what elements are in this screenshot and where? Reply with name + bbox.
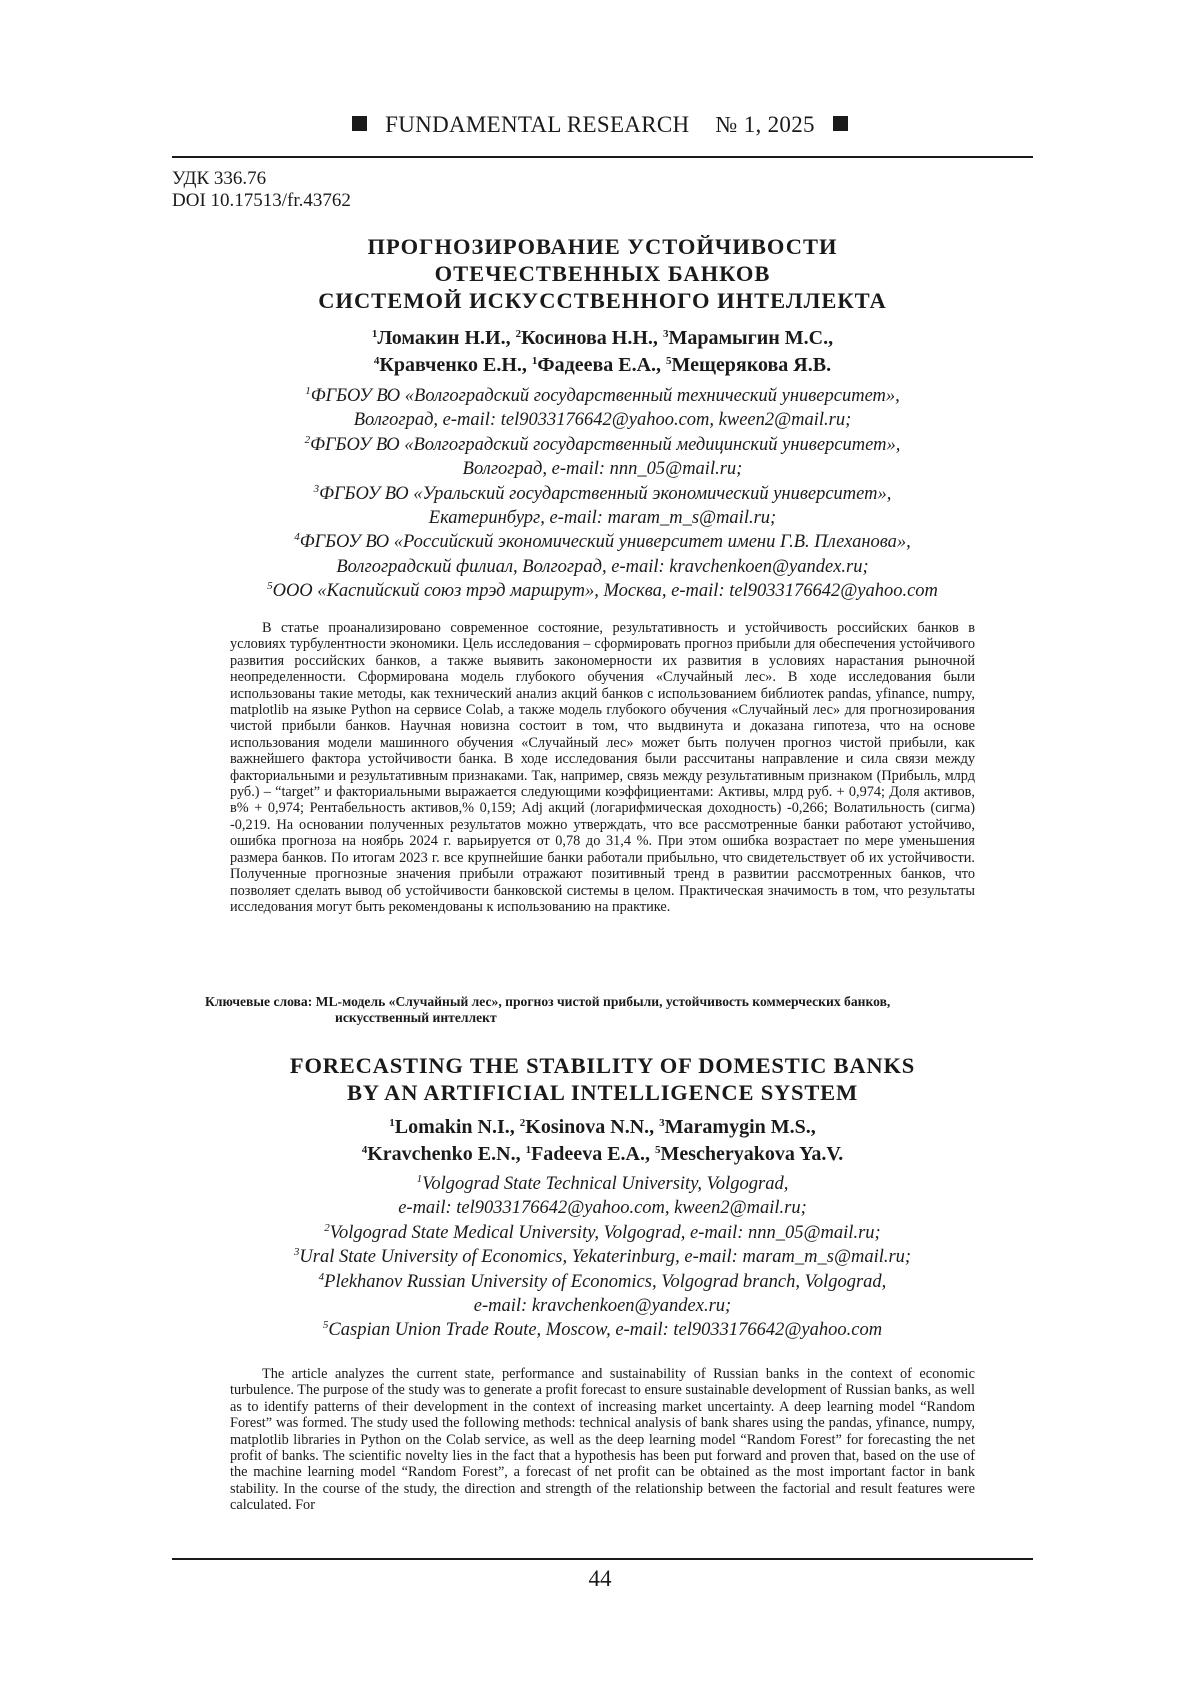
- author-name: Ломакин Н.И.,: [377, 327, 516, 349]
- running-head: [0, 112, 1200, 138]
- affiliations-en: [172, 1172, 1033, 1343]
- keywords-text: ML-модель «Случайный лес», прогноз чистой прибыли, устойчивость коммерческих банков,: [312, 994, 891, 1009]
- author-name: Мещерякова Я.В.: [671, 354, 832, 376]
- author-index: 1: [371, 328, 378, 340]
- journal-name: FUNDAMENTAL RESEARCH: [385, 112, 690, 137]
- authors-line: [172, 1114, 1033, 1141]
- title-en: [172, 1052, 1033, 1106]
- page-number: 44: [588, 1566, 612, 1591]
- author-index: 2: [515, 328, 522, 340]
- affiliation-text: ФГБОУ ВО «Российский экономический университет имени Г.В. Плеханова»,: [299, 532, 911, 553]
- author-index: 4: [373, 355, 380, 367]
- article-meta: [172, 168, 351, 212]
- author-index: 4: [361, 1144, 368, 1156]
- header-rule: [172, 156, 1033, 158]
- affiliation-text: Volgograd State Medical University, Volgograd, e-mail: nnn_05@mail.ru;: [329, 1222, 881, 1243]
- square-bullet-icon: [833, 116, 848, 131]
- affiliation-line: [172, 1245, 1033, 1269]
- affiliation-line: [172, 579, 1033, 603]
- footer-rule: [172, 1558, 1033, 1560]
- author-index: 5: [654, 1144, 661, 1156]
- abstract-ru: [230, 620, 975, 915]
- affiliation-index: 5: [322, 1319, 329, 1332]
- author-name: Косинова Н.Н.,: [521, 327, 663, 349]
- affiliation-text: e-mail: tel9033176642@yahoo.com, kween2@mail.ru;: [398, 1198, 807, 1219]
- square-bullet-icon: [352, 116, 367, 131]
- author-index: 1: [531, 355, 538, 367]
- title-ru: [172, 233, 1033, 314]
- title-line: FORECASTING THE STABILITY OF DOMESTIC BANKS: [289, 1053, 916, 1078]
- keywords-label: Ключевые слова:: [205, 994, 313, 1009]
- affiliation-index: 1: [305, 385, 311, 397]
- author-name: Mescheryakova Ya.V.: [660, 1143, 844, 1165]
- author-name: Кравченко Е.Н.,: [379, 354, 532, 376]
- author-index: 3: [662, 328, 669, 340]
- keywords-ru: [205, 994, 1005, 1026]
- title-line: ОТЕЧЕСТВЕННЫХ БАНКОВ: [434, 261, 771, 286]
- affiliation-text: Волгоград, e-mail: nnn_05@mail.ru;: [462, 459, 743, 480]
- affiliation-text: ООО «Каспийский союз трэд маршрут», Москва, e-mail: tel9033176642@yahoo.com: [272, 581, 938, 602]
- affiliation-line: [172, 1270, 1033, 1294]
- affiliation-line: [172, 1172, 1033, 1196]
- author-name: Maramygin M.S.,: [664, 1116, 816, 1138]
- affiliation-text: e-mail: kravchenkoen@yandex.ru;: [473, 1296, 732, 1317]
- author-name: Kravchenko E.N.,: [367, 1143, 526, 1165]
- affiliations-ru: [172, 384, 1033, 604]
- affiliation-line: [172, 1221, 1033, 1245]
- affiliation-line: [172, 1294, 1033, 1318]
- abstract-en: [230, 1366, 975, 1514]
- journal-issue: № 1, 2025: [715, 112, 815, 137]
- affiliation-text: Волгоград, e-mail: tel9033176642@yahoo.com, kween2@mail.ru;: [353, 410, 852, 431]
- affiliation-line: [172, 408, 1033, 432]
- udk-code: УДК 336.76: [172, 168, 267, 189]
- authors-line: [172, 352, 1033, 379]
- affiliation-line: [172, 1318, 1033, 1342]
- author-index: 1: [389, 1117, 395, 1129]
- title-line: СИСТЕМОЙ ИСКУССТВЕННОГО ИНТЕЛЛЕКТА: [318, 288, 887, 313]
- affiliation-text: Волгоградский филиал, Волгоград, e-mail: kravchenkoen@yandex.ru;: [336, 556, 869, 577]
- authors-ru: [172, 325, 1033, 379]
- title-line: ПРОГНОЗИРОВАНИЕ УСТОЙЧИВОСТИ: [367, 234, 838, 259]
- affiliation-text: ФГБОУ ВО «Уральский государственный экономический университет»,: [319, 483, 892, 504]
- author-index: 3: [659, 1117, 665, 1129]
- affiliation-index: 4: [294, 531, 300, 544]
- author-index: 5: [666, 355, 672, 367]
- author-index: 1: [525, 1144, 532, 1156]
- affiliation-line: [172, 506, 1033, 530]
- author-name: Фадеева Е.А.,: [537, 354, 667, 376]
- affiliation-index: 1: [416, 1173, 423, 1185]
- affiliation-line: [172, 530, 1033, 554]
- affiliation-line: [172, 482, 1033, 506]
- author-index: 2: [519, 1117, 526, 1129]
- keywords-text-continued: искусственный интеллект: [335, 1010, 497, 1025]
- affiliation-index: 4: [318, 1270, 325, 1283]
- affiliation-index: 2: [304, 433, 311, 446]
- affiliation-text: Екатеринбург, e-mail: maram_m_s@mail.ru;: [428, 508, 777, 529]
- affiliation-line: [172, 384, 1033, 408]
- affiliation-line: [172, 1196, 1033, 1220]
- author-name: Lomakin N.I.,: [394, 1116, 520, 1138]
- affiliation-index: 2: [324, 1221, 330, 1234]
- affiliation-line: [172, 457, 1033, 481]
- authors-line: [172, 1141, 1033, 1168]
- author-name: Kosinova N.N.,: [525, 1116, 660, 1138]
- affiliation-text: Plekhanov Russian University of Economics, Volgograd branch, Volgograd,: [324, 1271, 887, 1292]
- abstract-text: В статье проанализировано современное состояние, результативность и устойчивость российских банков в условиях турбулентности экономики. Цель исследования – сформировать прогноз прибыли для обеспечения устойчивого развития российских банков, а также выявить закономерности их развития в условиях нарастания рыночной неопределенности. Сформирована модель глубокого обучения «Случайный лес». В ходе исследования были использованы такие методы, как технический анализ акций банков с использованием библиотек pandas, yfinance, numpy, matplotlib на языке Python на сервисе Colab, а также модель глубокого обучения «Случайный лес» для прогнозирования чистой прибыли банков. Научная новизна состоит в том, что выдвинута и доказана гипотеза, что на основе использования модели машинного обучения «Случайный лес» может быть получен прогноз чистой прибыли, как важнейшего фактора устойчивости банка. В ходе исследования были рассчитаны направление и сила связи между факториальными и результативным признаками. Так, например, связь между результативным признаком (Прибыль, млрд руб.) – “target” и факториальными выражается следующими коэффициентами: Активы, млрд руб. + 0,974; Доля активов, в% + 0,974; Рентабельность активов,% 0,159; Adj акций (логарифмическая доходность) -0,266; Волатильность (сигма) -0,219. На основании полученных результатов можно утверждать, что все рассмотренные банки работают устойчиво, ошибка прогноза на ноябрь 2024 г. варьируется от 0,78 до 31,4 %. При этом ошибка возрастает по мере уменьшения размера банков. По итогам 2023 г. все крупнейшие банки работали прибыльно, что свидетельствует об их устойчивости. Полученные прогнозные значения прибыли отражают позитивный тренд в развитии рассмотренных банков, что позволяет сделать вывод об устойчивости банковской системы в целом. Практическая значимость в том, что результаты исследования могут быть рекомендованы к использованию на практике.: [230, 620, 975, 915]
- affiliation-text: ФГБОУ ВО «Волгоградский государственный технический университет»,: [310, 386, 900, 406]
- doi: DOI 10.17513/fr.43762: [172, 190, 351, 211]
- affiliation-index: 3: [313, 482, 320, 495]
- affiliation-text: Ural State University of Economics, Yekaterinburg, e-mail: maram_m_s@mail.ru;: [299, 1247, 912, 1268]
- author-name: Марамыгин М.С.,: [668, 327, 834, 349]
- affiliation-line: [172, 433, 1033, 457]
- title-line: BY AN ARTIFICIAL INTELLIGENCE SYSTEM: [346, 1080, 859, 1105]
- author-name: Fadeeva E.A.,: [531, 1143, 655, 1165]
- authors-en: [172, 1114, 1033, 1168]
- abstract-text: The article analyzes the current state, performance and sustainability of Russian banks in the context of economic turbulence. The purpose of the study was to generate a profit forecast to ensure sustainable development of Russian banks, as well as to identify patterns of their development in the context of increasing market uncertainty. A deep learning model “Random Forest” was formed. The study used the following methods: technical analysis of bank shares using the pandas, yfinance, numpy, matplotlib libraries in Python on the Colab service, as well as the deep learning model “Random Forest” for forecasting the net profit of banks. The scientific novelty lies in the fact that a hypothesis has been put forward and proven that, based on the use of the machine learning model “Random Forest”, a forecast of net profit can be obtained as the most important factor in bank stability. In the course of the study, the direction and strength of the relationship between the factorial and result features were calculated. For: [230, 1366, 975, 1514]
- affiliation-text: ФГБОУ ВО «Волгоградский государственный медицинский университет»,: [310, 434, 901, 455]
- authors-line: [172, 325, 1033, 352]
- affiliation-index: 5: [267, 580, 273, 593]
- affiliation-line: [172, 555, 1033, 579]
- affiliation-index: 3: [293, 1246, 300, 1259]
- affiliation-text: Caspian Union Trade Route, Moscow, e-mail: tel9033176642@yahoo.com: [328, 1320, 883, 1341]
- affiliation-text: Volgograd State Technical University, Volgograd,: [422, 1174, 789, 1194]
